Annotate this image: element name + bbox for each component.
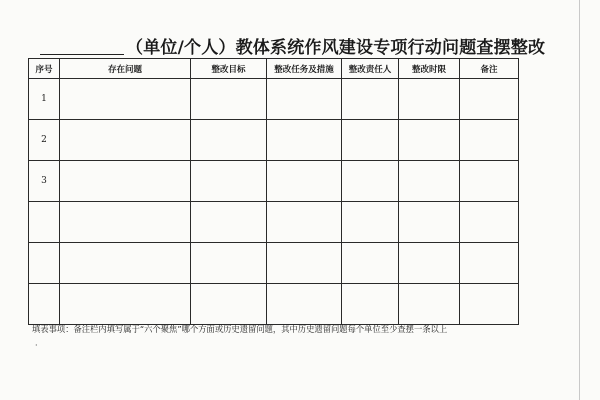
issue-cell[interactable]	[60, 120, 191, 161]
row-index-cell[interactable]	[29, 243, 60, 284]
row-index-cell[interactable]: 3	[29, 161, 60, 202]
table-row	[29, 284, 519, 325]
owner-cell[interactable]	[342, 284, 399, 325]
title-text: 教体系统作风建设专项行动问题查摆整改	[235, 38, 546, 58]
issue-cell[interactable]	[60, 79, 191, 120]
remarks-cell[interactable]	[460, 202, 519, 243]
deadline-cell[interactable]	[399, 120, 460, 161]
issue-cell[interactable]	[60, 202, 191, 243]
row-index-cell[interactable]	[29, 202, 60, 243]
goal-cell[interactable]	[191, 284, 267, 325]
filling-instructions-note: 填表事项：备注栏内填写属于“六个聚焦”哪个方面或历史遗留问题，其中历史遗留问题每个单位至少查摆一条以上	[32, 324, 448, 334]
header-cell-measures: 整改任务及措施	[267, 59, 342, 79]
table-row	[29, 161, 519, 202]
table-row	[29, 120, 519, 161]
document-title	[40, 33, 580, 58]
owner-cell[interactable]	[342, 161, 399, 202]
remarks-cell[interactable]	[460, 120, 519, 161]
header-cell-deadline: 整改时限	[399, 59, 460, 79]
owner-cell[interactable]	[342, 202, 399, 243]
deadline-cell[interactable]	[399, 161, 460, 202]
remarks-cell[interactable]	[460, 284, 519, 325]
header-cell-remarks: 备注	[460, 59, 519, 79]
remarks-cell[interactable]	[460, 243, 519, 284]
row-index-cell[interactable]: 1	[29, 79, 60, 120]
measures-cell[interactable]	[267, 120, 342, 161]
measures-cell[interactable]	[267, 243, 342, 284]
measures-cell[interactable]	[267, 202, 342, 243]
owner-cell[interactable]	[342, 79, 399, 120]
row-index-cell[interactable]: 2	[29, 120, 60, 161]
owner-cell[interactable]	[342, 120, 399, 161]
owner-cell[interactable]	[342, 243, 399, 284]
goal-cell[interactable]	[191, 120, 267, 161]
table-row	[29, 202, 519, 243]
goal-cell[interactable]	[191, 243, 267, 284]
deadline-cell[interactable]	[399, 243, 460, 284]
remarks-cell[interactable]	[460, 79, 519, 120]
goal-cell[interactable]	[191, 202, 267, 243]
header-cell-goal: 整改目标	[191, 59, 267, 79]
deadline-cell[interactable]	[399, 202, 460, 243]
rectification-table	[28, 58, 519, 325]
goal-cell[interactable]	[191, 79, 267, 120]
deadline-cell[interactable]	[399, 79, 460, 120]
table-row	[29, 79, 519, 120]
issue-cell[interactable]	[60, 284, 191, 325]
bullet-mark: ·	[35, 341, 38, 350]
header-cell-index: 序号	[29, 59, 60, 79]
table-header-row	[29, 59, 519, 79]
title-prefix: （单位/个人）	[126, 38, 236, 58]
issue-cell[interactable]	[60, 161, 191, 202]
row-index-cell[interactable]	[29, 284, 60, 325]
issue-cell[interactable]	[60, 243, 191, 284]
page-edge-line	[579, 0, 580, 400]
measures-cell[interactable]	[267, 79, 342, 120]
header-cell-owner: 整改责任人	[342, 59, 399, 79]
remarks-cell[interactable]	[460, 161, 519, 202]
measures-cell[interactable]	[267, 161, 342, 202]
goal-cell[interactable]	[191, 161, 267, 202]
header-cell-issue: 存在问题	[60, 59, 191, 79]
title-blank-line	[40, 54, 124, 55]
measures-cell[interactable]	[267, 284, 342, 325]
deadline-cell[interactable]	[399, 284, 460, 325]
table-row	[29, 243, 519, 284]
